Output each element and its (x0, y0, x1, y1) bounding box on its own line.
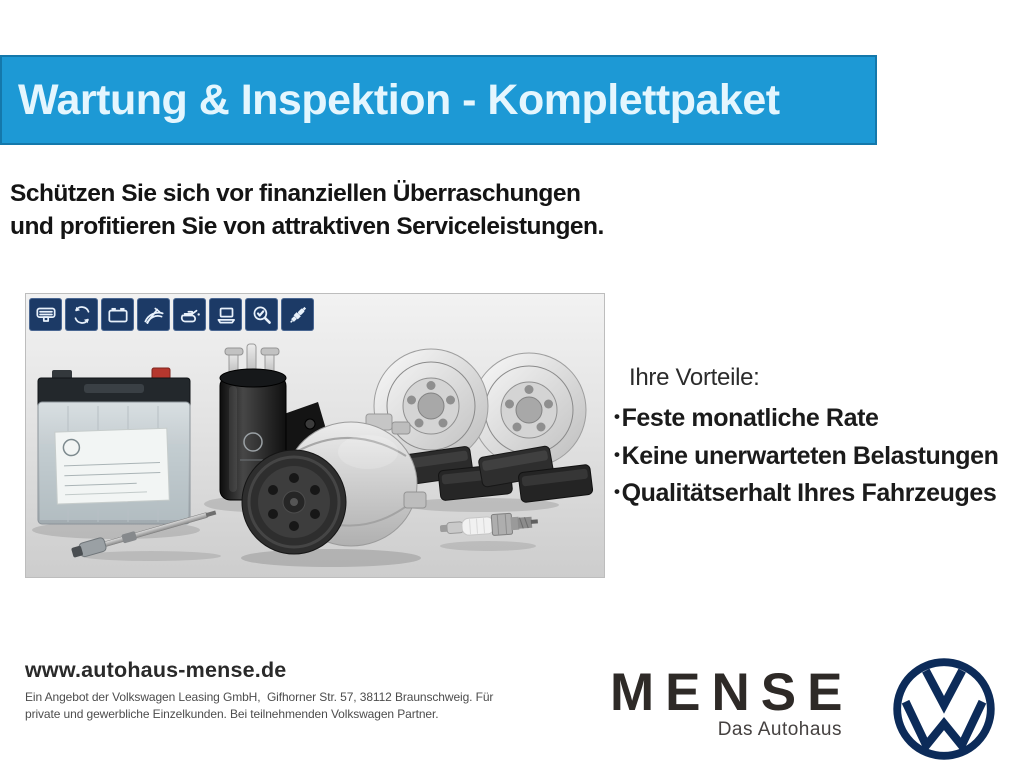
dealer-name: MENSE (610, 663, 854, 722)
benefit-item (614, 399, 1024, 437)
bullet-icon: • (614, 444, 620, 464)
benefit-text: Feste monatliche Rate (621, 404, 879, 432)
oil-service-icon (173, 298, 206, 331)
dealer-tagline: Das Autohaus (717, 719, 842, 740)
benefit-item (614, 474, 1024, 512)
benefit-item (614, 437, 1024, 475)
brake-pads-icon (29, 298, 62, 331)
battery-icon (101, 298, 134, 331)
legal-text (25, 689, 493, 722)
intro-line-1: Schützen Sie sich vor finanziellen Überraschungen (10, 180, 581, 207)
benefits-section (614, 364, 1024, 512)
benefit-text: Keine unerwarteten Belastungen (621, 441, 999, 470)
bullet-icon: • (614, 482, 620, 501)
parts-exchange-icon (65, 298, 98, 331)
spark-plug-icon (281, 298, 314, 331)
mense-logo (610, 663, 854, 741)
footer (25, 658, 493, 722)
legal-line-2: private und gewerbliche Einzelkunden. Bei teilnehmenden Volkswagen Partner. (25, 706, 439, 721)
diagnostics-laptop-icon (209, 298, 242, 331)
parts-photo (25, 293, 605, 578)
intro-line-2: und profitieren Sie von attraktiven Serviceleistungen. (10, 212, 604, 240)
benefits-heading: Ihre Vorteile: (629, 364, 760, 391)
benefit-text: Qualitätserhalt Ihres Fahrzeuges (621, 479, 997, 507)
legal-line-1: Ein Angebot der Volkswagen Leasing GmbH, Gifhorner Str. 57, 38112 Braunschweig. Für (25, 690, 494, 704)
website-link[interactable]: www.autohaus-mense.de (25, 658, 287, 682)
bullet-icon: • (614, 407, 620, 426)
wiper-blade-icon (137, 298, 170, 331)
intro-text (10, 178, 604, 243)
vw-logo (892, 657, 996, 761)
inspection-check-icon (245, 298, 278, 331)
title-banner (0, 55, 877, 145)
car-parts-illustration (26, 294, 604, 577)
service-icons-row (29, 298, 314, 331)
page-title: Wartung & Inspektion - Komplettpaket (18, 75, 780, 124)
